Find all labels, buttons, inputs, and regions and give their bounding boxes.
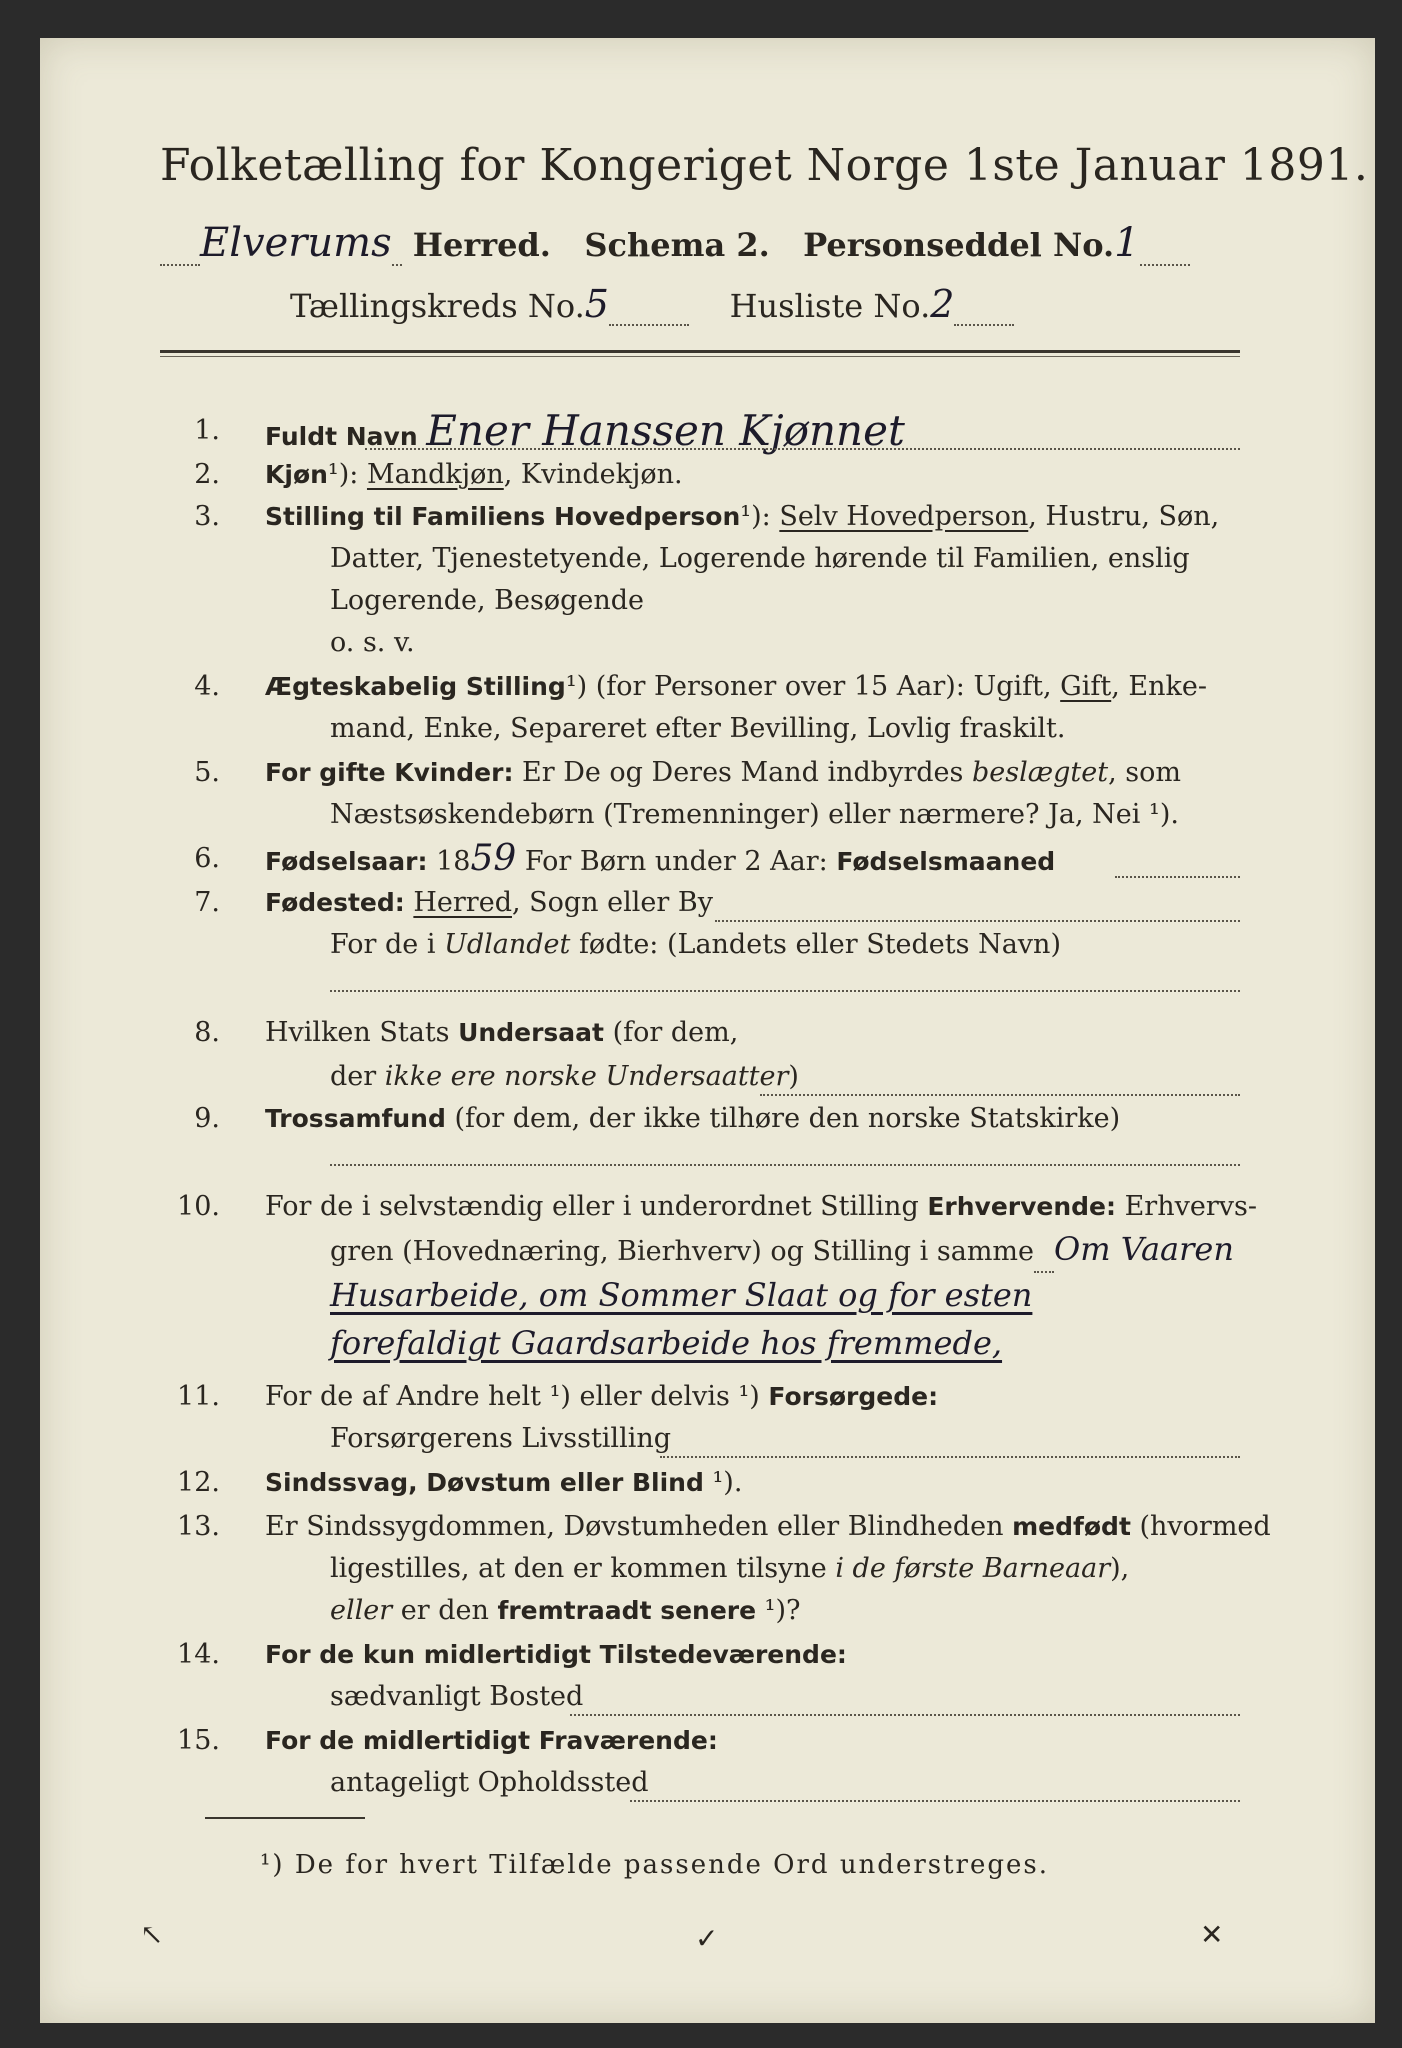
q7-line2-text (330, 924, 1061, 966)
footnote-rule (205, 1817, 365, 1819)
q15-label: For de midlertidigt Fraværende: (265, 1726, 718, 1755)
q5-number: 5. (194, 757, 220, 788)
herred-label: Herred. (412, 226, 551, 264)
q10-line2-text (330, 1228, 1234, 1273)
q2-option-kvindekjon: , Kvindekjøn. (503, 459, 683, 490)
footnote: ¹) De for hvert Tilfælde passende Ord understreges. (260, 1850, 1050, 1880)
q3-sup: ¹ (740, 501, 752, 532)
q6-label2: Fødselsmaaned (836, 847, 1056, 876)
q4-option-selected: Gift (1060, 671, 1112, 702)
q11-line1-a: For de af Andre helt ¹) eller delvis ¹) (265, 1381, 769, 1412)
q14-line1 (265, 1634, 847, 1676)
q13-line2-italic: i de første Barneaar (835, 1553, 1111, 1584)
q11-line2-text: Forsørgerens Livsstilling (330, 1423, 672, 1454)
q10-value-3: forefaldigt Gaardsarbeide hos fremmede, (330, 1324, 1003, 1362)
q11-line1-b: Forsørgede: (768, 1382, 939, 1411)
q13-line2-b: ), (1110, 1553, 1130, 1584)
q14-label: For de kun midlertidigt Tilstedeværende: (265, 1640, 847, 1669)
q8-line2-italic: ikke ere norske Undersaatter (384, 1061, 789, 1092)
q2-number: 2. (194, 459, 220, 490)
q6-number: 6. (194, 843, 220, 874)
schema-label: Schema 2. (584, 226, 770, 264)
q12-label: Sindssvag, Døvstum eller Blind (265, 1468, 704, 1497)
q13-line3-italic: eller (330, 1595, 393, 1626)
q8-line2-a: der (330, 1061, 385, 1092)
q7-label: Fødested: (265, 888, 405, 917)
q3-number: 3. (194, 501, 220, 532)
q3-option-selected: Selv Hovedperson (779, 501, 1029, 532)
q9-rest: (for dem, der ikke tilhøre den norske Statskirke) (445, 1103, 1121, 1134)
q9-line (265, 1098, 1120, 1140)
q15-dotted-line (630, 1800, 1240, 1802)
q4-number: 4. (194, 671, 220, 702)
q14-line2-text: sædvanligt Bosted (330, 1681, 584, 1712)
q12-number: 12. (177, 1467, 220, 1498)
q14-dotted-line (570, 1714, 1240, 1716)
q6-line (265, 838, 1055, 883)
q7-line1 (265, 882, 713, 924)
q3-rest: ): (751, 501, 780, 532)
q3-line3-text: Logerende, Besøgende (330, 585, 644, 616)
q7-line2-b: fødte: (Landets eller Stedets Navn) (570, 929, 1061, 960)
q15-line1 (265, 1720, 718, 1762)
q7-option-selected: Herred (413, 887, 512, 918)
q13-line3-b: fremtraadt senere (497, 1596, 757, 1625)
q14-number: 14. (177, 1639, 220, 1670)
q10-line1 (265, 1186, 1257, 1228)
q8-number: 8. (194, 1017, 220, 1048)
q5-label: For gifte Kvinder: (265, 758, 514, 787)
q2-sup: ¹ (327, 459, 339, 490)
q11-number: 11. (177, 1381, 220, 1412)
q13-line3-a: er den (392, 1595, 498, 1626)
kreds-label: Tællingskreds No. (290, 287, 585, 325)
q11-dotted-line (660, 1456, 1240, 1458)
q13-line1 (265, 1506, 1271, 1548)
q3-line1 (265, 496, 1219, 538)
header-line-herred (160, 220, 1240, 270)
q5-line1-end: , som (1108, 757, 1181, 788)
q4-sup: ¹ (565, 671, 577, 702)
q9-label: Trossamfund (265, 1104, 446, 1133)
q9-dotted-line (330, 1164, 1240, 1166)
q7-number: 7. (194, 887, 220, 918)
q1-value: Ener Hanssen Kjønnet (426, 406, 905, 455)
q15-number: 15. (177, 1725, 220, 1756)
q3-line4-text: o. s. v. (330, 627, 415, 658)
q2-label: Kjøn (265, 460, 328, 489)
q6-dotted-line (1115, 876, 1240, 878)
q4-label: Ægteskabelig Stilling (265, 672, 566, 701)
q6-value: 59 (470, 838, 517, 879)
herred-value: Elverums (200, 220, 392, 266)
q13-line3-c: ¹)? (756, 1595, 801, 1626)
q7-rest: , Sogn eller By (511, 887, 713, 918)
q4-rest-a: ) (for Personer over 15 Aar): Ugift, (576, 671, 1061, 702)
q12-rest: ¹). (703, 1467, 743, 1498)
q7-dotted-line (715, 920, 1240, 922)
q13-number: 13. (177, 1511, 220, 1542)
q5-italic-word: beslægtet (971, 757, 1109, 788)
q13-line1-c: (hvormed (1130, 1511, 1271, 1542)
q4-line1 (265, 666, 1207, 708)
q2-option-mandkjon: Mandkjøn (366, 459, 504, 490)
q4-rest-b: , Enke- (1111, 671, 1207, 702)
q6-label: Fødselsaar: (265, 847, 428, 876)
q10-value-1: Om Vaaren (1054, 1230, 1234, 1268)
q1-line (265, 406, 905, 458)
personseddel-label: Personseddel No. (803, 226, 1115, 264)
q8-line1 (265, 1012, 738, 1054)
q8-line2-b: ) (788, 1061, 799, 1092)
q8-dotted-line (760, 1094, 1240, 1096)
q10-line2-label: gren (Hovednæring, Bierhverv) og Stilling i samme (330, 1236, 1035, 1267)
q9-number: 9. (194, 1103, 220, 1134)
q10-line1-c: Erhvervs- (1116, 1191, 1257, 1222)
q4-line2-text: mand, Enke, Separeret efter Bevilling, Lovlig fraskilt. (330, 713, 1066, 744)
q3-label: Stilling til Familiens Hovedperson (265, 502, 741, 531)
header-rule-thin (160, 356, 1240, 357)
q1-number: 1. (194, 415, 220, 446)
q7-line2-a: For de i (330, 929, 445, 960)
q10-line1-a: For de i selvstændig eller i underordnet Stilling (265, 1191, 928, 1222)
header-rule (160, 350, 1240, 353)
q3-line2-text: Datter, Tjenestetyende, Logerende hørende til Familien, enslig (330, 543, 1190, 574)
q10-line1-b: Erhvervende: (927, 1192, 1117, 1221)
q8-label-b: Undersaat (458, 1018, 604, 1047)
q1-dotted-line (365, 448, 1240, 450)
q8-rest: (for dem, (603, 1017, 739, 1048)
q12-line (265, 1462, 742, 1504)
q6-rest: For Børn under 2 Aar: (516, 846, 837, 877)
q1-label: Fuldt Navn (265, 422, 418, 451)
q3-line1-rest: , Hustru, Søn, (1028, 501, 1220, 532)
header-line-kreds (290, 282, 1190, 332)
q13-line1-b: medfødt (1012, 1512, 1131, 1541)
q5-line1-rest: Er De og Deres Mand indbyrdes (513, 757, 972, 788)
form-title: Folketælling for Kongeriget Norge 1ste Januar 1891. (160, 140, 1369, 191)
q8-line2-text (330, 1056, 799, 1098)
q6-prefix: 18 (427, 846, 471, 877)
personseddel-value: 1 (1114, 220, 1140, 266)
q2-line (265, 454, 683, 496)
corner-mark-icon: ↖ (140, 1918, 164, 1951)
q10-value-2: Husarbeide, om Sommer Slaat og for esten (330, 1276, 1033, 1314)
q5-line2-text: Næstsøskendebørn (Tremenninger) eller nærmere? Ja, Nei ¹). (330, 799, 1179, 830)
q13-line2-text (330, 1548, 1129, 1590)
q7-line2-italic: Udlandet (444, 929, 571, 960)
husliste-label: Husliste No. (729, 287, 931, 325)
q13-line1-a: Er Sindssygdommen, Døvstumheden eller Blindheden (265, 1511, 1013, 1542)
q7-dotted-line-2 (330, 990, 1240, 992)
kreds-value: 5 (584, 282, 609, 326)
q13-line2-a: ligestilles, at den er kommen tilsyne (330, 1553, 836, 1584)
q2-rest: ): (338, 459, 367, 490)
q8-label-a: Hvilken Stats (265, 1017, 459, 1048)
q13-line3-text (330, 1590, 801, 1632)
q11-line1 (265, 1376, 938, 1418)
q15-line2-text: antageligt Opholdssted (330, 1767, 649, 1798)
center-mark-icon: ✓ (695, 1922, 719, 1955)
husliste-value: 2 (930, 282, 955, 326)
q10-number: 10. (177, 1191, 220, 1222)
q5-line1 (265, 752, 1181, 794)
right-mark-icon: ✕ (1200, 1918, 1224, 1951)
